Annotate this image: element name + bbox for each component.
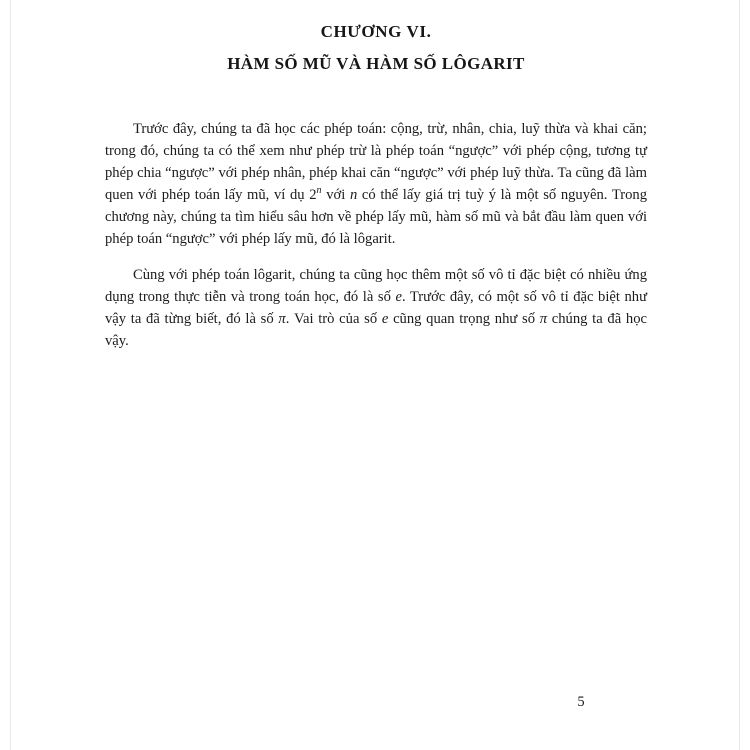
- page-edge-right: [739, 0, 740, 750]
- chapter-title: HÀM SỐ MŨ VÀ HÀM SỐ LÔGARIT: [227, 54, 525, 73]
- page-content: [105, 22, 647, 366]
- p2-var-e-1: e: [395, 289, 402, 305]
- p2-var-pi-1: π: [278, 311, 286, 327]
- paragraph-2: [105, 264, 647, 352]
- paragraph-1: [105, 118, 647, 250]
- p1-var-n: n: [349, 187, 358, 203]
- p1-text-3: có thể lấy giá trị tuỳ ý là một số nguyên. Trong chương này, chúng ta tìm hiểu sâu hơn về phép lấy mũ, hàm số mũ và bắt đầu làm quen với phép toán “ngược” với phép lấy mũ, đó là lôgarit.: [105, 187, 647, 247]
- p1-text-2: với: [321, 187, 350, 203]
- page-edge-left: [10, 0, 11, 750]
- p1-exponent-var: n: [316, 185, 322, 197]
- p1-power-base: 2: [309, 187, 317, 203]
- p2-text-3: . Vai trò của số: [285, 311, 382, 327]
- page-number: 5: [577, 694, 585, 710]
- p1-text-1: Trước đây, chúng ta đã học các phép toán: cộng, trừ, nhân, chia, luỹ thừa và khai căn; trong đó, chúng ta có thể xem như phép trừ là phép toán “ngược” với phép cộng, tương tự phép chia “ngược” với phép nhân, phép khai căn “ngược” với phép luỹ thừa. Ta cũng đã làm quen với phép toán lấy mũ, ví dụ: [105, 121, 647, 203]
- p2-var-e-2: e: [381, 311, 389, 327]
- p2-text-2: . Trước đây, có một số vô tỉ đặc biệt như vậy ta đã từng biết, đó là số: [105, 289, 647, 327]
- p2-text-5: chúng ta đã học vậy.: [105, 311, 647, 349]
- chapter-heading: CHƯƠNG VI.: [320, 22, 432, 41]
- body-text: [105, 118, 647, 352]
- p2-text-1: Cùng với phép toán lôgarit, chúng ta cũng học thêm một số vô tỉ đặc biệt có nhiều ứng dụng trong thực tiễn và trong toán học, đó là số: [105, 267, 647, 305]
- p2-var-pi-2: π: [539, 311, 548, 327]
- p2-text-4: cũng quan trọng như số: [388, 311, 540, 327]
